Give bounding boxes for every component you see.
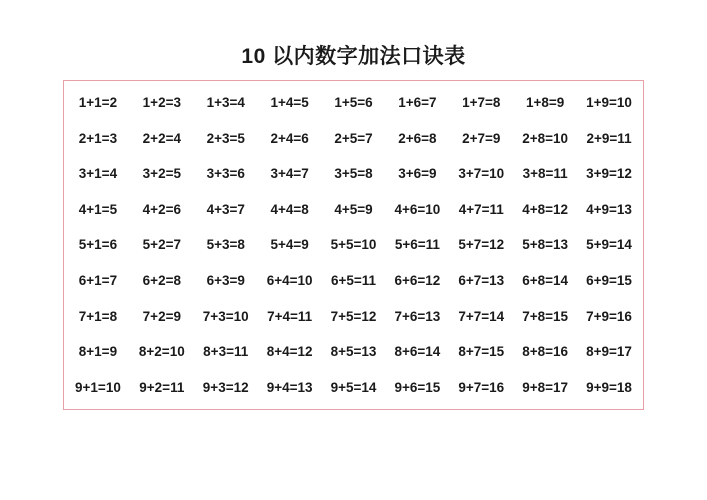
table-cell: 5+9=14 (586, 237, 632, 253)
table-cell: 1+9=10 (586, 95, 632, 111)
table-cell: 3+2=5 (142, 166, 181, 182)
table-cell: 6+8=14 (522, 273, 569, 289)
table-cell: 7+4=11 (267, 308, 313, 324)
table-cell: 3+9=12 (586, 166, 632, 182)
table-cell: 8+9=17 (586, 344, 632, 360)
table-cell: 1+8=9 (526, 95, 565, 111)
table-cell: 8+5=13 (330, 344, 377, 360)
table-cell: 2+9=11 (586, 130, 632, 146)
table-cell: 9+9=18 (586, 379, 632, 395)
table-cell: 1+7=8 (462, 95, 501, 111)
table-cell: 6+5=11 (330, 273, 377, 289)
table-cell: 4+3=7 (206, 201, 245, 217)
table-cell: 3+7=10 (458, 166, 505, 182)
table-cell: 7+6=13 (394, 308, 441, 324)
table-cell: 9+5=14 (330, 379, 377, 395)
table-cell: 1+2=3 (142, 95, 181, 111)
table-cell: 5+4=9 (270, 237, 309, 253)
table-cell: 1+6=7 (398, 95, 437, 111)
table-cell: 6+2=8 (142, 273, 181, 289)
table-cell: 8+4=12 (266, 344, 313, 360)
table-cell: 9+2=11 (139, 379, 185, 395)
table-cell: 3+4=7 (270, 166, 309, 182)
table-cell: 2+8=10 (522, 130, 569, 146)
table-cell: 8+1=9 (78, 344, 118, 360)
table-cell: 8+3=11 (203, 344, 249, 360)
table-cell: 7+8=15 (522, 308, 569, 324)
table-cell: 9+7=16 (458, 379, 505, 395)
table-cell: 2+6=8 (398, 130, 437, 146)
table-cell: 3+8=11 (522, 166, 568, 182)
table-cell: 1+1=2 (78, 95, 118, 111)
table-cell: 5+7=12 (458, 237, 505, 253)
table-cell: 7+7=14 (458, 308, 505, 324)
table-cell: 1+3=4 (206, 95, 245, 111)
table-cell: 8+8=16 (522, 344, 569, 360)
table-cell: 4+2=6 (142, 201, 181, 217)
table-cell: 5+8=13 (522, 237, 569, 253)
table-cell: 3+5=8 (334, 166, 373, 182)
table-cell: 9+1=10 (75, 379, 121, 395)
table-cell: 7+2=9 (142, 308, 181, 324)
table-cell: 2+1=3 (78, 130, 118, 146)
table-cell: 5+6=11 (394, 237, 440, 253)
addition-table-grid (64, 81, 643, 409)
table-cell: 3+6=9 (398, 166, 437, 182)
table-cell: 9+6=15 (394, 379, 441, 395)
table-cell: 4+4=8 (270, 201, 309, 217)
table-cell: 4+6=10 (394, 201, 441, 217)
table-cell: 6+6=12 (394, 273, 441, 289)
table-cell: 6+4=10 (266, 273, 313, 289)
table-cell: 4+8=12 (522, 201, 569, 217)
table-cell: 4+9=13 (586, 201, 632, 217)
table-cell: 4+1=5 (78, 201, 118, 217)
table-cell: 1+4=5 (270, 95, 309, 111)
table-cell: 4+5=9 (334, 201, 373, 217)
table-cell: 5+1=6 (78, 237, 118, 253)
table-cell: 6+7=13 (458, 273, 505, 289)
table-cell: 7+1=8 (78, 308, 118, 324)
table-cell: 7+3=10 (202, 308, 249, 324)
table-cell: 8+6=14 (394, 344, 441, 360)
table-cell: 8+7=15 (458, 344, 505, 360)
table-cell: 9+3=12 (202, 379, 249, 395)
table-cell: 6+1=7 (78, 273, 118, 289)
addition-table-frame (63, 80, 644, 410)
table-cell: 2+4=6 (270, 130, 309, 146)
table-cell: 2+3=5 (206, 130, 245, 146)
table-cell: 7+9=16 (586, 308, 632, 324)
table-cell: 6+9=15 (586, 273, 632, 289)
table-cell: 5+5=10 (330, 237, 377, 253)
table-cell: 5+2=7 (142, 237, 181, 253)
table-cell: 8+2=10 (138, 344, 185, 360)
table-cell: 7+5=12 (330, 308, 377, 324)
table-cell: 1+5=6 (334, 95, 373, 111)
table-cell: 9+8=17 (522, 379, 569, 395)
table-cell: 2+5=7 (334, 130, 373, 146)
table-cell: 9+4=13 (266, 379, 313, 395)
table-cell: 6+3=9 (206, 273, 245, 289)
table-cell: 3+3=6 (206, 166, 245, 182)
table-cell: 5+3=8 (206, 237, 245, 253)
table-cell: 2+7=9 (462, 130, 501, 146)
table-cell: 3+1=4 (78, 166, 118, 182)
table-cell: 4+7=11 (458, 201, 504, 217)
table-cell: 2+2=4 (142, 130, 181, 146)
page-title: 10 以内数字加法口诀表 (241, 45, 466, 68)
